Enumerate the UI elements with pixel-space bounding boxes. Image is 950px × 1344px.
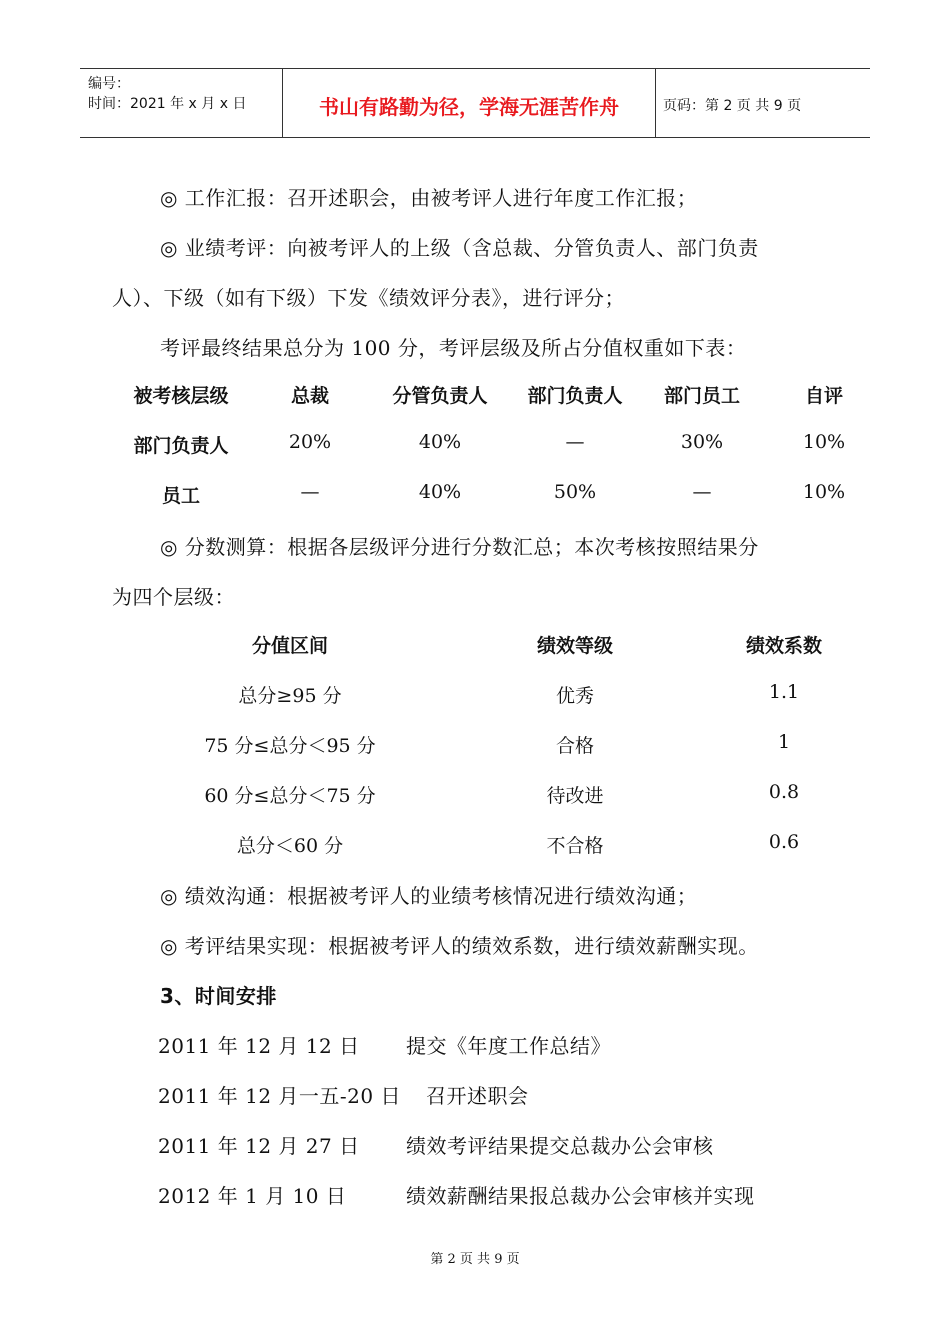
page-header (80, 68, 870, 138)
weight-row-label: 部门负责人 (133, 435, 229, 457)
grade-header-level: 绩效等级 (536, 635, 614, 657)
weight-cell: 10% (802, 431, 846, 453)
grade-cell: 0.6 (768, 831, 800, 853)
paragraph-work-report: ◎ 工作汇报：召开述职会，由被考评人进行年度工作汇报； (160, 186, 698, 210)
header-right-cell (655, 69, 870, 137)
weight-header-division-head: 分管负责人 (392, 385, 488, 407)
motto: 书山有路勤为径，学海无涯苦作舟 (319, 95, 619, 119)
grade-cell: 待改进 (546, 785, 604, 807)
weight-cell: 20% (288, 431, 332, 453)
weight-header-dept-head: 部门负责人 (527, 385, 623, 407)
code-label: 编号： (88, 76, 130, 92)
grade-cell: 总分＜60 分 (236, 835, 344, 857)
schedule-date: 2012 年 1 月 10 日 (158, 1184, 347, 1208)
grade-cell: 0.8 (768, 781, 800, 803)
weight-cell: 50% (553, 481, 597, 503)
weight-cell: — (692, 481, 712, 503)
page-label: 页码：第 2 页 共 9 页 (663, 98, 802, 114)
grade-cell: 75 分≤总分＜95 分 (204, 735, 376, 757)
time-label: 时间：2021 年 x 月 x 日 (88, 96, 247, 112)
schedule-task: 召开述职会 (426, 1084, 529, 1108)
header-left-cell (80, 69, 282, 137)
paragraph-result: ◎ 考评结果实现：根据被考评人的绩效系数，进行绩效薪酬实现。 (160, 934, 759, 958)
grade-cell: 1.1 (768, 681, 800, 703)
weight-header-self: 自评 (804, 385, 844, 407)
weight-header-ceo: 总裁 (290, 385, 330, 407)
paragraph-communication: ◎ 绩效沟通：根据被考评人的业绩考核情况进行绩效沟通； (160, 884, 698, 908)
grade-header-coefficient: 绩效系数 (745, 635, 823, 657)
grade-cell: 60 分≤总分＜75 分 (204, 785, 376, 807)
weight-cell: 10% (802, 481, 846, 503)
schedule-task: 提交《年度工作总结》 (406, 1034, 611, 1058)
paragraph-score-intro: 考评最终结果总分为 100 分，考评层级及所占分值权重如下表： (160, 336, 747, 360)
schedule-date: 2011 年 12 月一五-20 日 (158, 1084, 401, 1108)
schedule-task: 绩效薪酬结果报总裁办公会审核并实现 (406, 1184, 755, 1208)
page-footer: 第 2 页 共 9 页 (430, 1252, 520, 1267)
weight-cell: 40% (418, 481, 462, 503)
schedule-date: 2011 年 12 月 12 日 (158, 1034, 360, 1058)
weight-header-dept-staff: 部门员工 (663, 385, 741, 407)
weight-cell: 40% (418, 431, 462, 453)
section-heading-schedule: 3、时间安排 (160, 984, 277, 1008)
grade-cell: 总分≥95 分 (238, 685, 342, 707)
grade-cell: 1 (777, 731, 791, 753)
weight-cell: — (300, 481, 320, 503)
schedule-task: 绩效考评结果提交总裁办公会审核 (406, 1134, 714, 1158)
grade-header-range: 分值区间 (251, 635, 329, 657)
weight-cell: — (565, 431, 585, 453)
grade-cell: 合格 (555, 735, 595, 757)
schedule-date: 2011 年 12 月 27 日 (158, 1134, 360, 1158)
paragraph-evaluation-1: ◎ 业绩考评：向被考评人的上级（含总裁、分管负责人、部门负责 (160, 236, 759, 260)
grade-cell: 优秀 (555, 685, 595, 707)
paragraph-score-calc-1: ◎ 分数测算：根据各层级评分进行分数汇总；本次考核按照结果分 (160, 535, 759, 559)
weight-row-label: 员工 (161, 485, 201, 507)
weight-cell: 30% (680, 431, 724, 453)
paragraph-score-calc-2: 为四个层级： (112, 585, 235, 609)
weight-header-level: 被考核层级 (133, 385, 229, 407)
grade-cell: 不合格 (546, 835, 604, 857)
paragraph-evaluation-2: 人）、下级（如有下级）下发《绩效评分表》，进行评分； (112, 286, 625, 310)
header-motto-cell (282, 69, 656, 137)
